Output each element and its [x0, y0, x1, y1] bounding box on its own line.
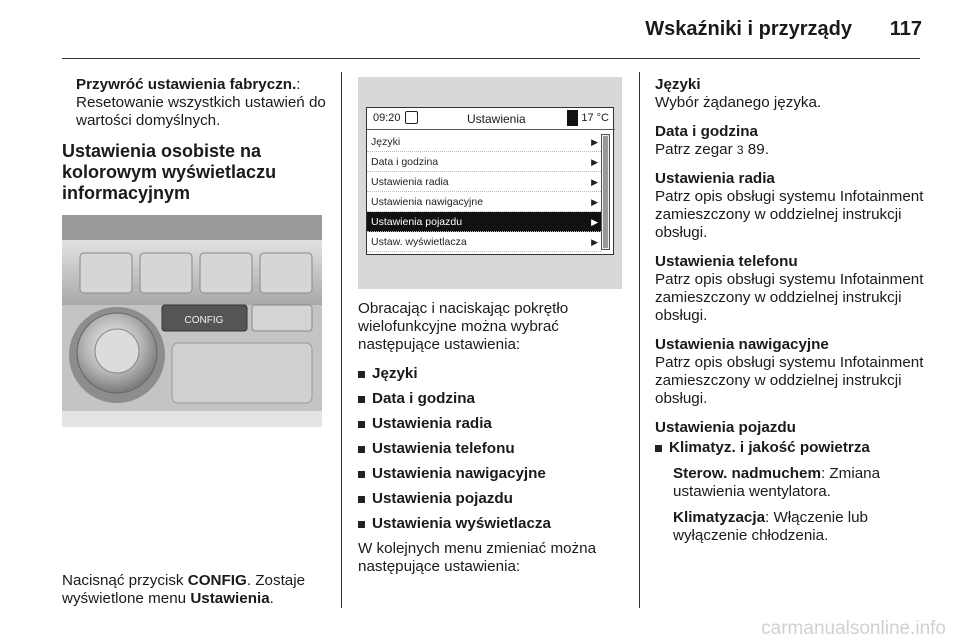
vehicle-settings-title: Ustawienia pojazdu — [655, 419, 796, 436]
bullet-square — [358, 371, 365, 378]
date-time-title: Data i godzina — [655, 123, 758, 140]
settings-bullet-item — [358, 440, 628, 458]
settings-bullet-text: Data i godzina — [372, 390, 475, 407]
settings-screen-image — [358, 77, 622, 289]
page-number: 117 — [889, 18, 922, 40]
screen-menu-item — [367, 132, 601, 152]
chevron-right-icon: ▶ — [591, 237, 598, 247]
settings-bullet-item — [358, 415, 628, 433]
watermark: carmanualsonline.info — [761, 618, 946, 639]
screen-menu-list — [367, 132, 601, 252]
settings-bullet-text: Ustawienia nawigacyjne — [372, 465, 546, 482]
clock-icon — [405, 111, 418, 124]
screen-menu-item-label: Ustawienia nawigacyjne — [371, 196, 484, 208]
screen-menu-item-label: Data i godzina — [371, 156, 439, 168]
screen-menu-item — [367, 232, 601, 252]
column-divider-2 — [639, 72, 640, 608]
settings-bullet-text: Ustawienia telefonu — [372, 440, 515, 457]
header-title: Wskaźniki i przyrządy — [645, 18, 852, 40]
scrollbar-thumb — [603, 136, 608, 248]
settings-bullet-text: Języki — [372, 365, 418, 382]
screen-menu-item-label: Ustawienia radia — [371, 176, 449, 188]
config-paragraph — [62, 572, 330, 608]
chevron-right-icon: ▶ — [591, 137, 598, 147]
screen-temperature: 17 °C — [581, 112, 609, 124]
screen-scrollbar — [601, 134, 610, 250]
ac-label: Klimatyzacja — [673, 509, 766, 526]
chevron-right-icon: ▶ — [591, 197, 598, 207]
bullet-square — [358, 471, 365, 478]
screen-menu-item — [367, 192, 601, 212]
climate-bullet-text: Klimatyz. i jakość powietrza — [669, 439, 870, 456]
settings-bullet-text: Ustawienia wyświetlacza — [372, 515, 551, 532]
display-screen — [366, 107, 614, 255]
reset-text: Resetowanie wszystkich ustawień do wartości domyślnych. — [76, 94, 326, 129]
config-button-label: CONFIG — [184, 315, 224, 326]
menu-keyword: Ustawienia — [190, 590, 270, 607]
reset-colon: : — [296, 76, 301, 93]
screen-menu-item-label: Języki — [371, 136, 401, 148]
date-time-page: 89. — [743, 141, 769, 158]
bullet-square — [358, 446, 365, 453]
config-keyword: CONFIG — [187, 572, 247, 589]
fan-control-text: : Zmiana ustawienia wentylatora. — [673, 465, 881, 500]
radio-settings-text: Patrz opis obsługi systemu Infotainment zamieszczony w oddzielnej instrukcji obsługi. — [655, 188, 924, 241]
screen-menu-item — [367, 212, 601, 232]
settings-bullet-item — [358, 390, 628, 408]
settings-bullet-text: Ustawienia pojazdu — [372, 490, 513, 507]
settings-bullet-item — [358, 365, 628, 383]
bullet-square — [358, 496, 365, 503]
screen-title: Ustawienia — [467, 112, 526, 126]
phone-settings-title: Ustawienia telefonu — [655, 253, 798, 270]
date-time-text — [655, 141, 925, 159]
settings-bullet-item — [358, 465, 628, 483]
bullet-square — [358, 521, 365, 528]
screen-header — [367, 108, 615, 130]
column-divider-1 — [341, 72, 342, 608]
press-end: . — [269, 590, 274, 607]
bullet-square — [358, 421, 365, 428]
languages-text: Wybór żądanego języka. — [655, 94, 822, 111]
press-prefix: Nacisnąć przycisk — [62, 572, 188, 589]
screen-menu-item — [367, 172, 601, 192]
date-time-prefix: Patrz zegar — [655, 141, 737, 158]
column-middle — [358, 300, 628, 576]
page-header — [0, 0, 960, 60]
radio-settings-title: Ustawienia radia — [655, 170, 775, 187]
ac-text: : Włączenie lub wyłączenie chłodzenia. — [673, 509, 868, 544]
settings-bullet-item — [358, 490, 628, 508]
fan-control-label: Sterow. nadmuchem — [673, 465, 821, 482]
press-mid: . Zostaje wyświetlone menu — [62, 572, 306, 607]
chevron-right-icon: ▶ — [591, 217, 598, 227]
bullet-square — [655, 445, 662, 452]
settings-bullet-list — [358, 365, 628, 533]
settings-bullet-item — [358, 515, 628, 533]
console-photo — [62, 215, 322, 427]
screen-menu-item-label: Ustawienia pojazdu — [371, 216, 463, 228]
options-intro: Obracając i naciskając pokrętło wielofunkcyjne można wybrać następujące ustawienia: — [358, 300, 569, 353]
thermometer-icon — [567, 110, 578, 126]
settings-bullet-text: Ustawienia radia — [372, 415, 492, 432]
reset-paragraph — [62, 76, 330, 130]
header-rule — [62, 58, 920, 59]
options-outro: W kolejnych menu zmieniać można następujące ustawienia: — [358, 540, 597, 575]
page-ref-icon: 3 — [736, 143, 744, 157]
chevron-right-icon: ▶ — [591, 177, 598, 187]
languages-title: Języki — [655, 76, 701, 93]
nav-settings-text: Patrz opis obsługi systemu Infotainment zamieszczony w oddzielnej instrukcji obsługi. — [655, 354, 924, 407]
climate-bullet — [655, 439, 925, 457]
bullet-square — [358, 396, 365, 403]
section-heading: Ustawienia osobiste na kolorowym wyświetlaczu informacyjnym — [62, 141, 277, 203]
screen-menu-item — [367, 152, 601, 172]
ac-paragraph — [673, 509, 925, 545]
reset-label: Przywróć ustawienia fabryczn. — [76, 76, 297, 93]
nav-settings-title: Ustawienia nawigacyjne — [655, 336, 829, 353]
phone-settings-text: Patrz opis obsługi systemu Infotainment zamieszczony w oddzielnej instrukcji obsługi. — [655, 271, 924, 324]
chevron-right-icon: ▶ — [591, 157, 598, 167]
fan-control-paragraph — [673, 465, 925, 501]
screen-time: 09:20 — [373, 112, 401, 124]
console-illustration — [62, 215, 322, 427]
screen-menu-item-label: Ustaw. wyświetlacza — [371, 236, 467, 248]
climate-subitems — [655, 465, 925, 545]
column-right — [655, 76, 925, 553]
